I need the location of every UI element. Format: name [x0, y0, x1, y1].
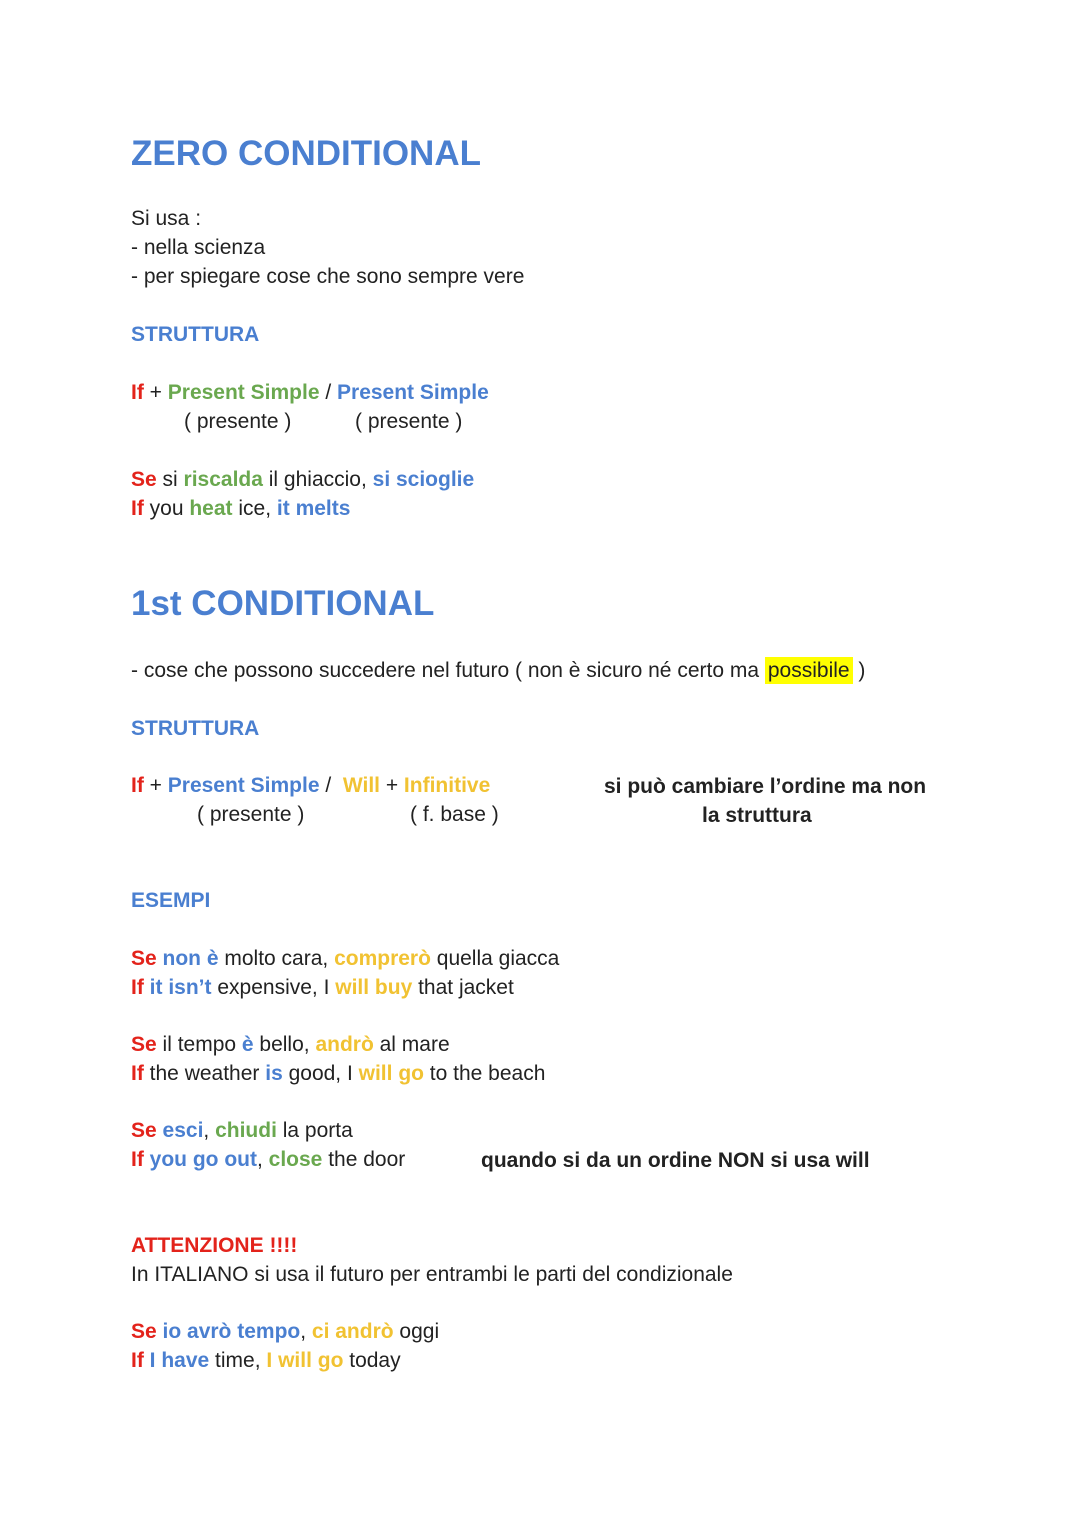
- se-keyword: Se: [131, 947, 157, 970]
- plus-sign: +: [143, 774, 168, 797]
- structure-heading: STRUTTURA: [131, 717, 260, 740]
- text: that jacket: [412, 976, 514, 999]
- verb: esci: [162, 1119, 204, 1142]
- verb: andrò: [315, 1033, 374, 1056]
- text: ice,: [232, 497, 277, 520]
- verb: ci andrò: [311, 1320, 394, 1343]
- formula-part: Present Simple: [167, 381, 320, 404]
- text: good, I: [282, 1062, 359, 1085]
- text: ,: [256, 1148, 269, 1171]
- slash: /: [319, 774, 343, 797]
- attention-heading: ATTENZIONE !!!!: [131, 1234, 298, 1257]
- text: today: [343, 1349, 401, 1372]
- text: ,: [300, 1320, 312, 1343]
- formula-part: Infinitive: [403, 774, 491, 797]
- formula-part: Present Simple: [337, 381, 489, 404]
- text: the door: [322, 1148, 406, 1171]
- text: expensive, I: [211, 976, 336, 999]
- se-keyword: Se: [131, 1119, 157, 1142]
- verb: will go: [358, 1062, 424, 1085]
- if-keyword: If: [131, 976, 144, 999]
- text: il tempo: [156, 1033, 242, 1056]
- first-description: [131, 660, 865, 681]
- verb: I will go: [266, 1349, 344, 1372]
- example-italian: [131, 948, 559, 969]
- verb: non è: [162, 947, 219, 970]
- plus-sign: +: [143, 381, 168, 404]
- example-english: [131, 498, 350, 519]
- if-keyword: If: [131, 381, 144, 404]
- text: ): [852, 659, 866, 682]
- text: time,: [209, 1349, 267, 1372]
- verb: is: [265, 1062, 283, 1085]
- verb: heat: [189, 497, 233, 520]
- gloss: ( presente ): [197, 803, 305, 826]
- text: the weather: [143, 1062, 266, 1085]
- text: bello,: [253, 1033, 316, 1056]
- example-italian: [131, 1120, 353, 1141]
- se-keyword: Se: [131, 468, 157, 491]
- verb: riscalda: [183, 468, 263, 491]
- verb: comprerò: [334, 947, 431, 970]
- verb: it melts: [276, 497, 351, 520]
- gloss: ( presente ): [184, 410, 292, 433]
- verb: si scioglie: [372, 468, 475, 491]
- usage-line: Si usa :: [131, 207, 202, 230]
- text: al mare: [373, 1033, 450, 1056]
- order-note: si può cambiare l’ordine ma non: [604, 775, 927, 798]
- text: la porta: [276, 1119, 353, 1142]
- if-keyword: If: [131, 1349, 144, 1372]
- text: - cose che possono succedere nel futuro ( non è sicuro né certo ma: [131, 659, 765, 682]
- first-formula: [131, 775, 490, 796]
- zero-title: ZERO CONDITIONAL: [131, 134, 481, 173]
- order-note: la struttura: [702, 804, 812, 827]
- verb: è: [241, 1033, 254, 1056]
- if-keyword: If: [131, 774, 144, 797]
- example-italian: [131, 1034, 450, 1055]
- example-english: [131, 1063, 545, 1084]
- highlighted-word: possibile: [765, 657, 853, 684]
- text: oggi: [393, 1320, 440, 1343]
- first-title: 1st CONDITIONAL: [131, 584, 435, 623]
- text: ,: [203, 1119, 216, 1142]
- se-keyword: Se: [131, 1033, 157, 1056]
- text: si: [156, 468, 184, 491]
- gloss: ( f. base ): [410, 803, 499, 826]
- verb: will buy: [335, 976, 413, 999]
- verb: it isn’t: [149, 976, 212, 999]
- example-english: [131, 977, 514, 998]
- verb: you go out: [149, 1148, 257, 1171]
- example-italian: [131, 1321, 439, 1342]
- se-keyword: Se: [131, 1320, 157, 1343]
- text: you: [143, 497, 190, 520]
- example-italian: [131, 469, 474, 490]
- if-keyword: If: [131, 1148, 144, 1171]
- gloss: ( presente ): [355, 410, 463, 433]
- slash: /: [319, 381, 338, 404]
- example-english: [131, 1149, 405, 1170]
- example-english: [131, 1350, 401, 1371]
- verb: io avrò tempo: [162, 1320, 301, 1343]
- structure-heading: STRUTTURA: [131, 323, 260, 346]
- attention-text: In ITALIANO si usa il futuro per entrambi le parti del condizionale: [131, 1263, 733, 1286]
- verb: chiudi: [215, 1119, 277, 1142]
- plus-sign: +: [379, 774, 404, 797]
- text: quella giacca: [430, 947, 560, 970]
- examples-heading: ESEMPI: [131, 889, 211, 912]
- usage-line: - per spiegare cose che sono sempre vere: [131, 265, 525, 288]
- verb: I have: [149, 1349, 210, 1372]
- usage-line: - nella scienza: [131, 236, 266, 259]
- text: molto cara,: [218, 947, 335, 970]
- formula-part: Present Simple: [167, 774, 320, 797]
- if-keyword: If: [131, 1062, 144, 1085]
- formula-part: Will: [342, 774, 380, 797]
- zero-formula: [131, 382, 489, 403]
- command-note: quando si da un ordine NON si usa will: [481, 1149, 870, 1172]
- text: il ghiaccio,: [262, 468, 373, 491]
- verb: close: [268, 1148, 323, 1171]
- text: to the beach: [423, 1062, 546, 1085]
- if-keyword: If: [131, 497, 144, 520]
